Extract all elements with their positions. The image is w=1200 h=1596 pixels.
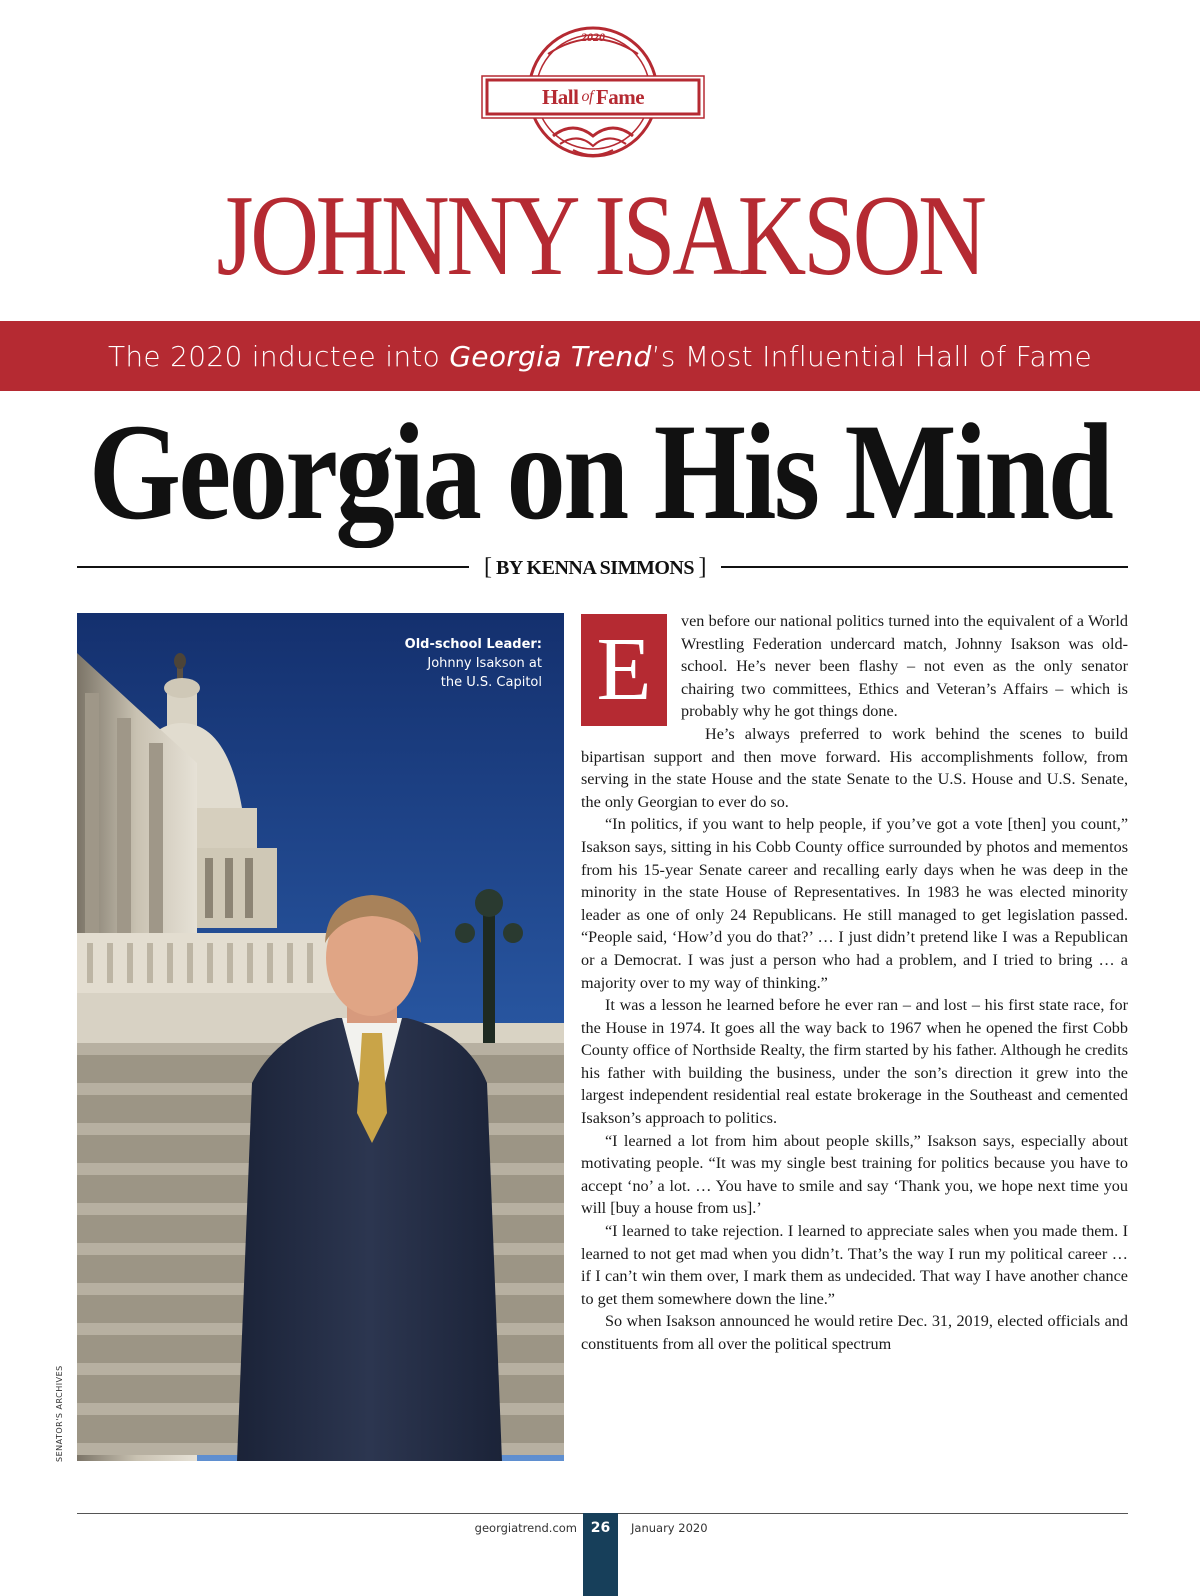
caption-line-2: the U.S. Capitol (440, 675, 542, 690)
article-paragraph-1 (581, 610, 1128, 723)
banner-text-post: ’s Most Influential Hall of Fame (651, 339, 1093, 373)
inductee-name: JOHNNY ISAKSON (216, 172, 984, 300)
article-paragraph-6: “I learned to take rejection. I learned to appreciate sales when you made them. I learned to not get mad when you didn’t. That’s the way I run my political career … if I can’t win them over, I mark them as undecided. That way I have another chance to get them somewhere down the line.” (581, 1222, 1128, 1308)
badge-label-hall: Hall (541, 84, 579, 109)
byline-bracket-open: [ (484, 554, 492, 580)
badge-label-of: of (581, 88, 593, 105)
footer-website: georgiatrend.com (474, 1521, 577, 1535)
caption-line-1: Johnny Isakson at (427, 656, 542, 671)
capitol-portrait-image (77, 613, 564, 1461)
byline-rule-left (77, 566, 469, 568)
article-body (581, 610, 1128, 1470)
article-paragraph-7: So when Isakson announced he would retire Dec. 31, 2019, elected officials and constituents from all over the political spectrum (581, 1312, 1128, 1353)
byline-bracket-close: ] (698, 554, 706, 580)
drop-cap: E (581, 614, 667, 726)
hall-of-fame-badge (478, 24, 708, 169)
byline-rule-right (721, 566, 1128, 568)
subtitle-banner (0, 321, 1200, 391)
article-paragraph-4: It was a lesson he learned before he ever ran – and lost – his first state race, for the House in 1974. It goes all the way back to 1967 when he opened the first Cobb County office of Northside Realty, the firm started by his father. Although he credits his father with building the business, under the son’s direction it grew into the largest independent residential real estate brokerage in the Southeast and cemented Isakson’s approach to politics. (581, 996, 1128, 1128)
photo-caption (405, 635, 542, 692)
banner-text-pre: The 2020 inductee into (107, 339, 441, 373)
article-headline: Georgia on His Mind (88, 395, 1112, 548)
badge-label-fame: Fame (595, 84, 645, 109)
byline-author: BY KENNA SIMMONS (496, 557, 694, 579)
photo-credit: SENATOR'S ARCHIVES (55, 1365, 64, 1462)
badge-label (488, 80, 698, 114)
article-paragraph-3: “In politics, if you want to help people, if you’ve got a vote [then] you count,” Isakson says, sitting in his Cobb County office surrounded by photos and mementos from his 15-year Senate career and recalling early days when he was deep in the minority in the state House of Representatives. In 1983 he was elected minority leader as one of only 24 Republicans. He still managed to get legislation passed. “People said, ‘How’d you do that?’ … I just didn’t pretend like I was a Republican or a Democrat. I was just a person who had a problem, and I tried to bring … a majority over to my way of thinking.” (581, 815, 1128, 992)
page-number: 26 (590, 1520, 611, 1536)
article-paragraph-5: “I learned a lot from him about people skills,” Isakson says, especially about motivating people. “It was my single best training for politics because you have to accept ‘no’ a lot. … You have to smile and say ‘Thank you, we hope next time you will [buy a house from us].’ (581, 1131, 1128, 1218)
byline (470, 554, 720, 581)
caption-title: Old-school Leader: (404, 637, 542, 652)
article-paragraph-1-text: ven before our national politics turned into the equivalent of a World Wrestling Federation undercard match, Johnny Isakson was old-school. He’s never been flashy – not even as the only senator chairing two committees, Ethics and Veteran’s Affairs – which is probably why he got things done. (681, 612, 1128, 721)
capitol-photo (77, 613, 564, 1461)
badge-year: 2020 (581, 30, 605, 44)
footer-issue-date: January 2020 (631, 1521, 708, 1535)
article-paragraph-2: He’s always preferred to work behind the scenes to build bipartisan support and then move forward. His accomplishments follow, from serving in the state House and the state Senate to the U.S. House and U.S. Senate, the only Georgian to ever do so. (581, 724, 1128, 811)
banner-text-italic: Georgia Trend (449, 339, 652, 373)
